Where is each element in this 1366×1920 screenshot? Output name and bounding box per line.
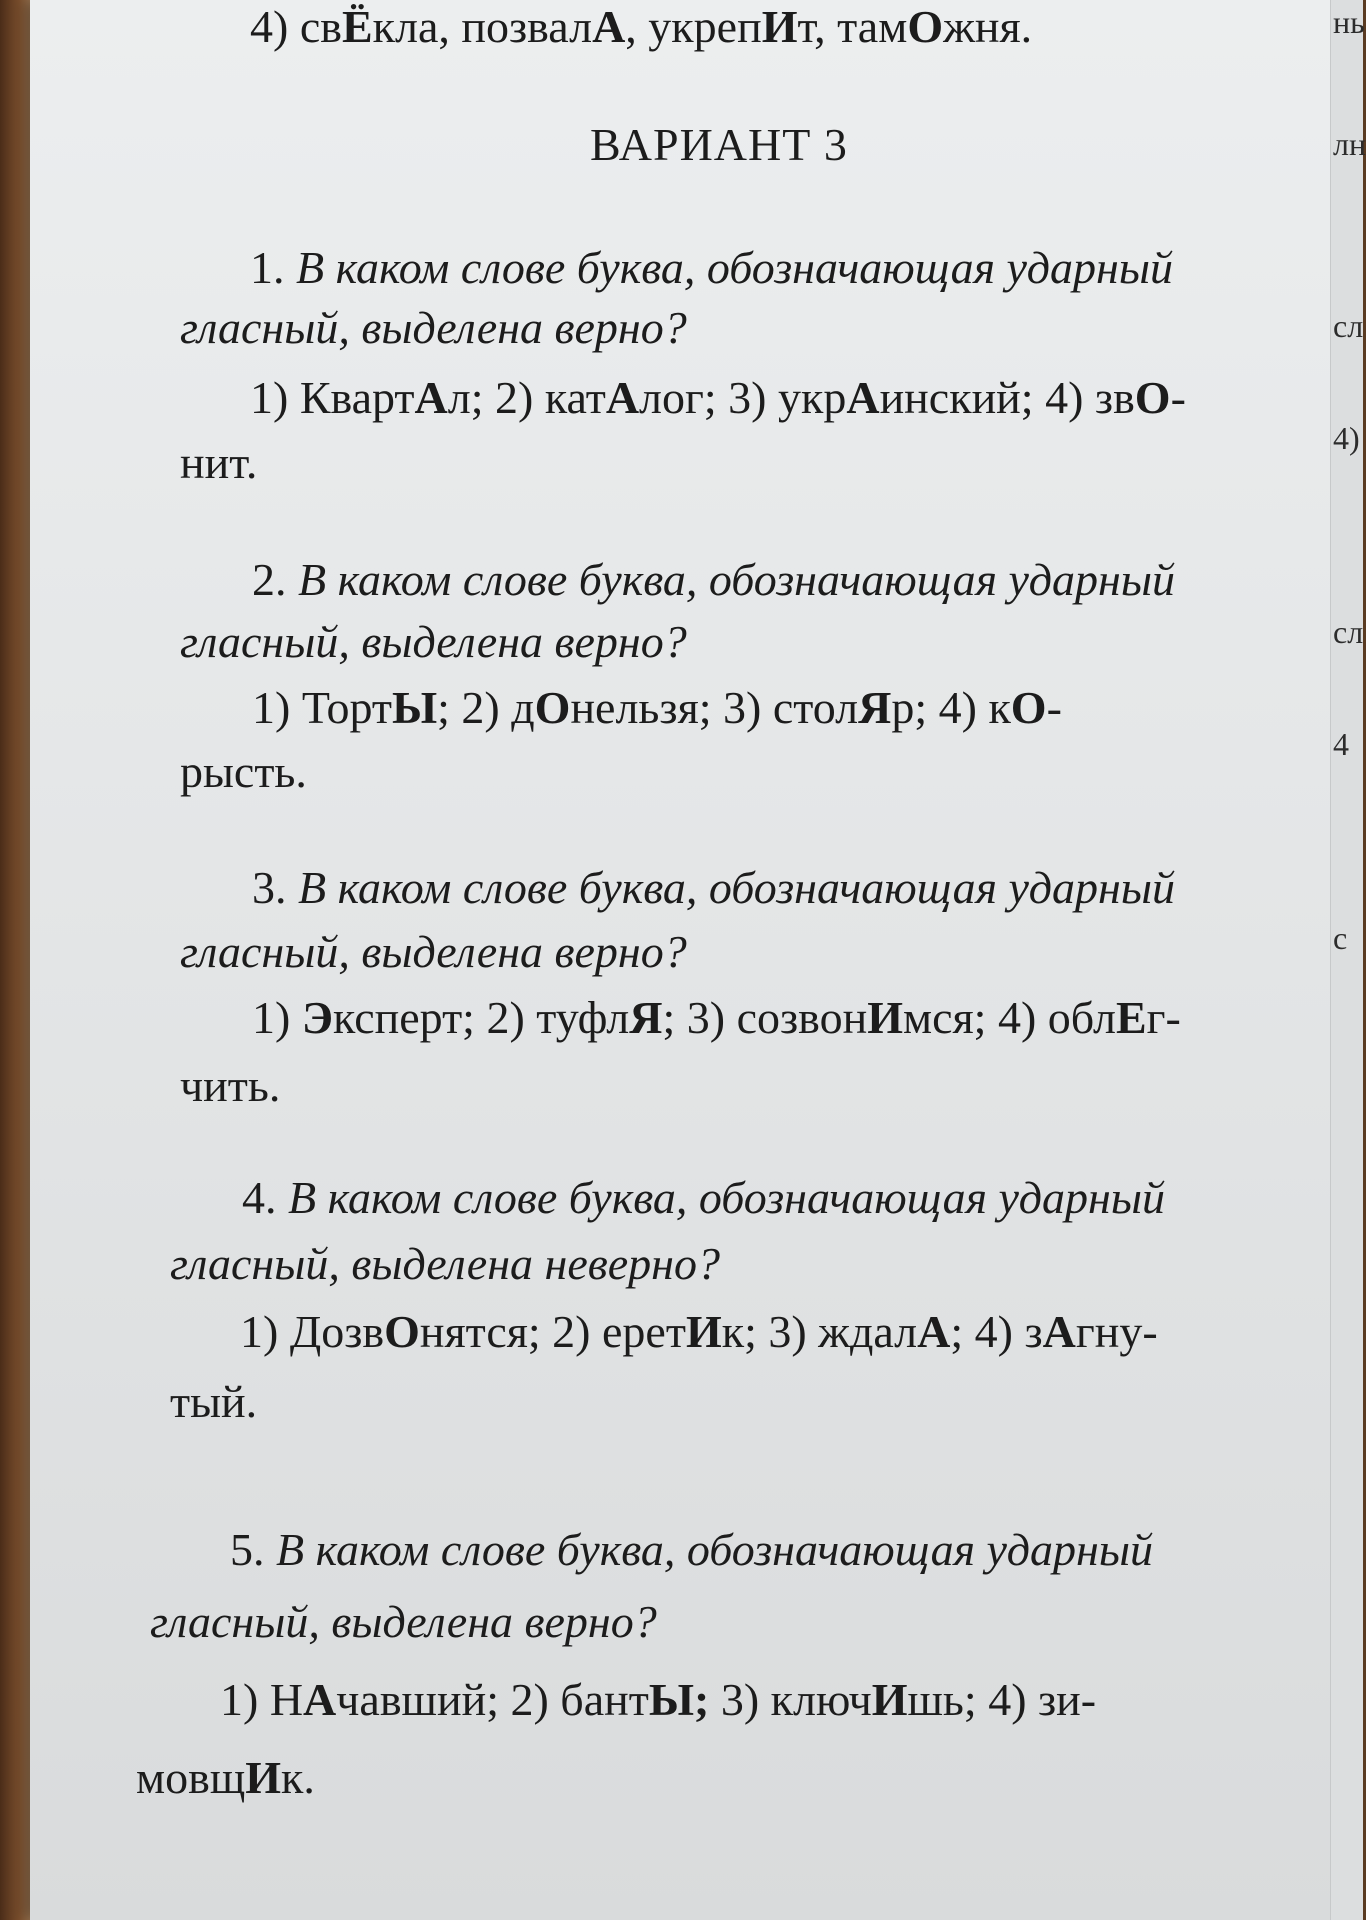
text-run: лог; 3) укр: [639, 372, 847, 423]
question-3-text-line2: гласный, выделена верно?: [180, 926, 687, 977]
question-4-options-line1: [240, 1302, 1158, 1362]
text-run: шь; 4) зи-: [907, 1674, 1097, 1725]
question-2-line1: [252, 550, 1175, 610]
question-4-line1: [242, 1168, 1165, 1228]
question-2-number: 2.: [252, 554, 287, 605]
stressed-letter: Я: [858, 682, 892, 733]
stressed-letter: Ы;: [648, 1674, 710, 1725]
text-run: -: [1170, 372, 1186, 423]
stressed-letter: А: [1042, 1306, 1076, 1357]
question-4-number: 4.: [242, 1172, 277, 1223]
text-run: 4) св: [250, 1, 342, 52]
question-3-options-line2: [180, 1056, 280, 1116]
question-1-options-line1: [250, 368, 1186, 428]
question-3-line1: [252, 858, 1175, 918]
question-5-number: 5.: [230, 1524, 265, 1575]
question-2-text-line1: В каком слове буква, обозначающая ударный: [298, 554, 1176, 605]
text-run: 3) ключ: [709, 1674, 872, 1725]
stressed-letter: А: [414, 372, 448, 423]
stressed-letter: О: [384, 1306, 420, 1357]
text-run: мся; 4) обл: [902, 992, 1116, 1043]
text-run: 1): [252, 992, 302, 1043]
text-run: 1) Торт: [252, 682, 392, 733]
stressed-letter: Э: [301, 992, 334, 1043]
question-3-options-line1: [252, 988, 1181, 1048]
stressed-letter: А: [917, 1306, 951, 1357]
stressed-letter: И: [871, 1674, 908, 1725]
question-2-options-line2: [180, 742, 307, 802]
stressed-letter: А: [605, 372, 640, 423]
text-run: чить.: [180, 1060, 281, 1111]
stressed-letter: Ё: [341, 1, 373, 52]
text-run: 1) Н: [220, 1674, 304, 1725]
text-run: 1) Дозв: [240, 1306, 385, 1357]
question-1-text-line2: гласный, выделена верно?: [180, 302, 687, 353]
stressed-letter: А: [303, 1674, 337, 1725]
text-run: ксперт; 2) туфл: [333, 992, 630, 1043]
question-5-text-line2: гласный, выделена верно?: [150, 1596, 657, 1647]
stressed-letter: О: [907, 1, 944, 52]
text-run: тый.: [170, 1376, 258, 1427]
stressed-letter: А: [592, 1, 626, 52]
question-4-options-line2: [170, 1372, 257, 1432]
stressed-letter: И: [761, 1, 798, 52]
text-run: кла, позвал: [372, 1, 593, 52]
stressed-letter: О: [534, 682, 571, 733]
stressed-letter: И: [867, 992, 903, 1043]
text-run: инский; 4) зв: [879, 372, 1135, 423]
text-run: к; 3) ждал: [721, 1306, 918, 1357]
text-run: ; 4) з: [950, 1306, 1043, 1357]
stressed-letter: О: [1010, 682, 1047, 733]
text-run: мовщ: [136, 1752, 246, 1803]
stressed-letter: А: [846, 372, 880, 423]
desk-edge: [0, 0, 34, 1920]
text-run: л; 2) кат: [447, 372, 606, 423]
text-run: ; 3) созвон: [662, 992, 868, 1043]
text-run: -: [1046, 682, 1062, 733]
stressed-letter: Я: [629, 992, 663, 1043]
question-3-number: 3.: [252, 862, 287, 913]
paper-page: [30, 0, 1330, 1920]
text-run: жня.: [943, 1, 1033, 52]
question-2-text-line2: гласный, выделена верно?: [180, 616, 687, 667]
text-run: ; 2) д: [437, 682, 535, 733]
text-run: к.: [281, 1752, 315, 1803]
adjacent-fragment-3: сл: [1333, 308, 1364, 344]
question-5-text-line1: В каком слове буква, обозначающая ударный: [276, 1524, 1154, 1575]
text-run: р; 4) к: [891, 682, 1011, 733]
variant-title: ВАРИАНТ 3: [590, 119, 848, 170]
question-4-text-line2: гласный, выделена неверно?: [170, 1238, 720, 1289]
adjacent-fragment-7: с: [1333, 920, 1348, 956]
adjacent-fragment-1: нь: [1333, 4, 1365, 40]
stressed-letter: И: [245, 1752, 282, 1803]
adjacent-page-edge: [1330, 0, 1366, 1920]
question-5-options-line1: [220, 1670, 1096, 1730]
adjacent-fragment-2: лн: [1333, 126, 1366, 162]
text-run: гну-: [1075, 1306, 1158, 1357]
question-1-line1: [250, 238, 1173, 298]
stressed-letter: И: [685, 1306, 722, 1357]
text-run: 1) Кварт: [250, 372, 415, 423]
question-1-options-line2: [180, 433, 257, 493]
stressed-letter: Ы: [391, 682, 438, 733]
adjacent-fragment-4: 4): [1333, 420, 1360, 456]
text-run: чавший; 2) бант: [336, 1674, 649, 1725]
question-5-options-line2: [136, 1748, 315, 1808]
text-run: , укреп: [625, 1, 762, 52]
question-3-text-line1: В каком слове буква, обозначающая ударный: [298, 862, 1176, 913]
question-1-number: 1.: [250, 242, 285, 293]
question-1-text-line1: В каком слове буква, обозначающая ударный: [296, 242, 1174, 293]
stressed-letter: Е: [1115, 992, 1147, 1043]
question-5-line1: [230, 1520, 1153, 1580]
text-run: рысть.: [180, 746, 307, 797]
text-run: т, там: [797, 1, 908, 52]
text-run: нятся; 2) ерет: [419, 1306, 686, 1357]
text-run: г-: [1146, 992, 1181, 1043]
stressed-letter: О: [1134, 372, 1171, 423]
adjacent-fragment-5: сл: [1333, 614, 1364, 650]
text-run: нит.: [180, 437, 258, 488]
question-4-text-line1: В каком слове буква, обозначающая ударный: [288, 1172, 1166, 1223]
previous-answer-line: [250, 0, 1032, 53]
adjacent-fragment-6: 4: [1333, 726, 1349, 762]
question-2-options-line1: [252, 678, 1062, 738]
text-run: нельзя; 3) стол: [570, 682, 859, 733]
